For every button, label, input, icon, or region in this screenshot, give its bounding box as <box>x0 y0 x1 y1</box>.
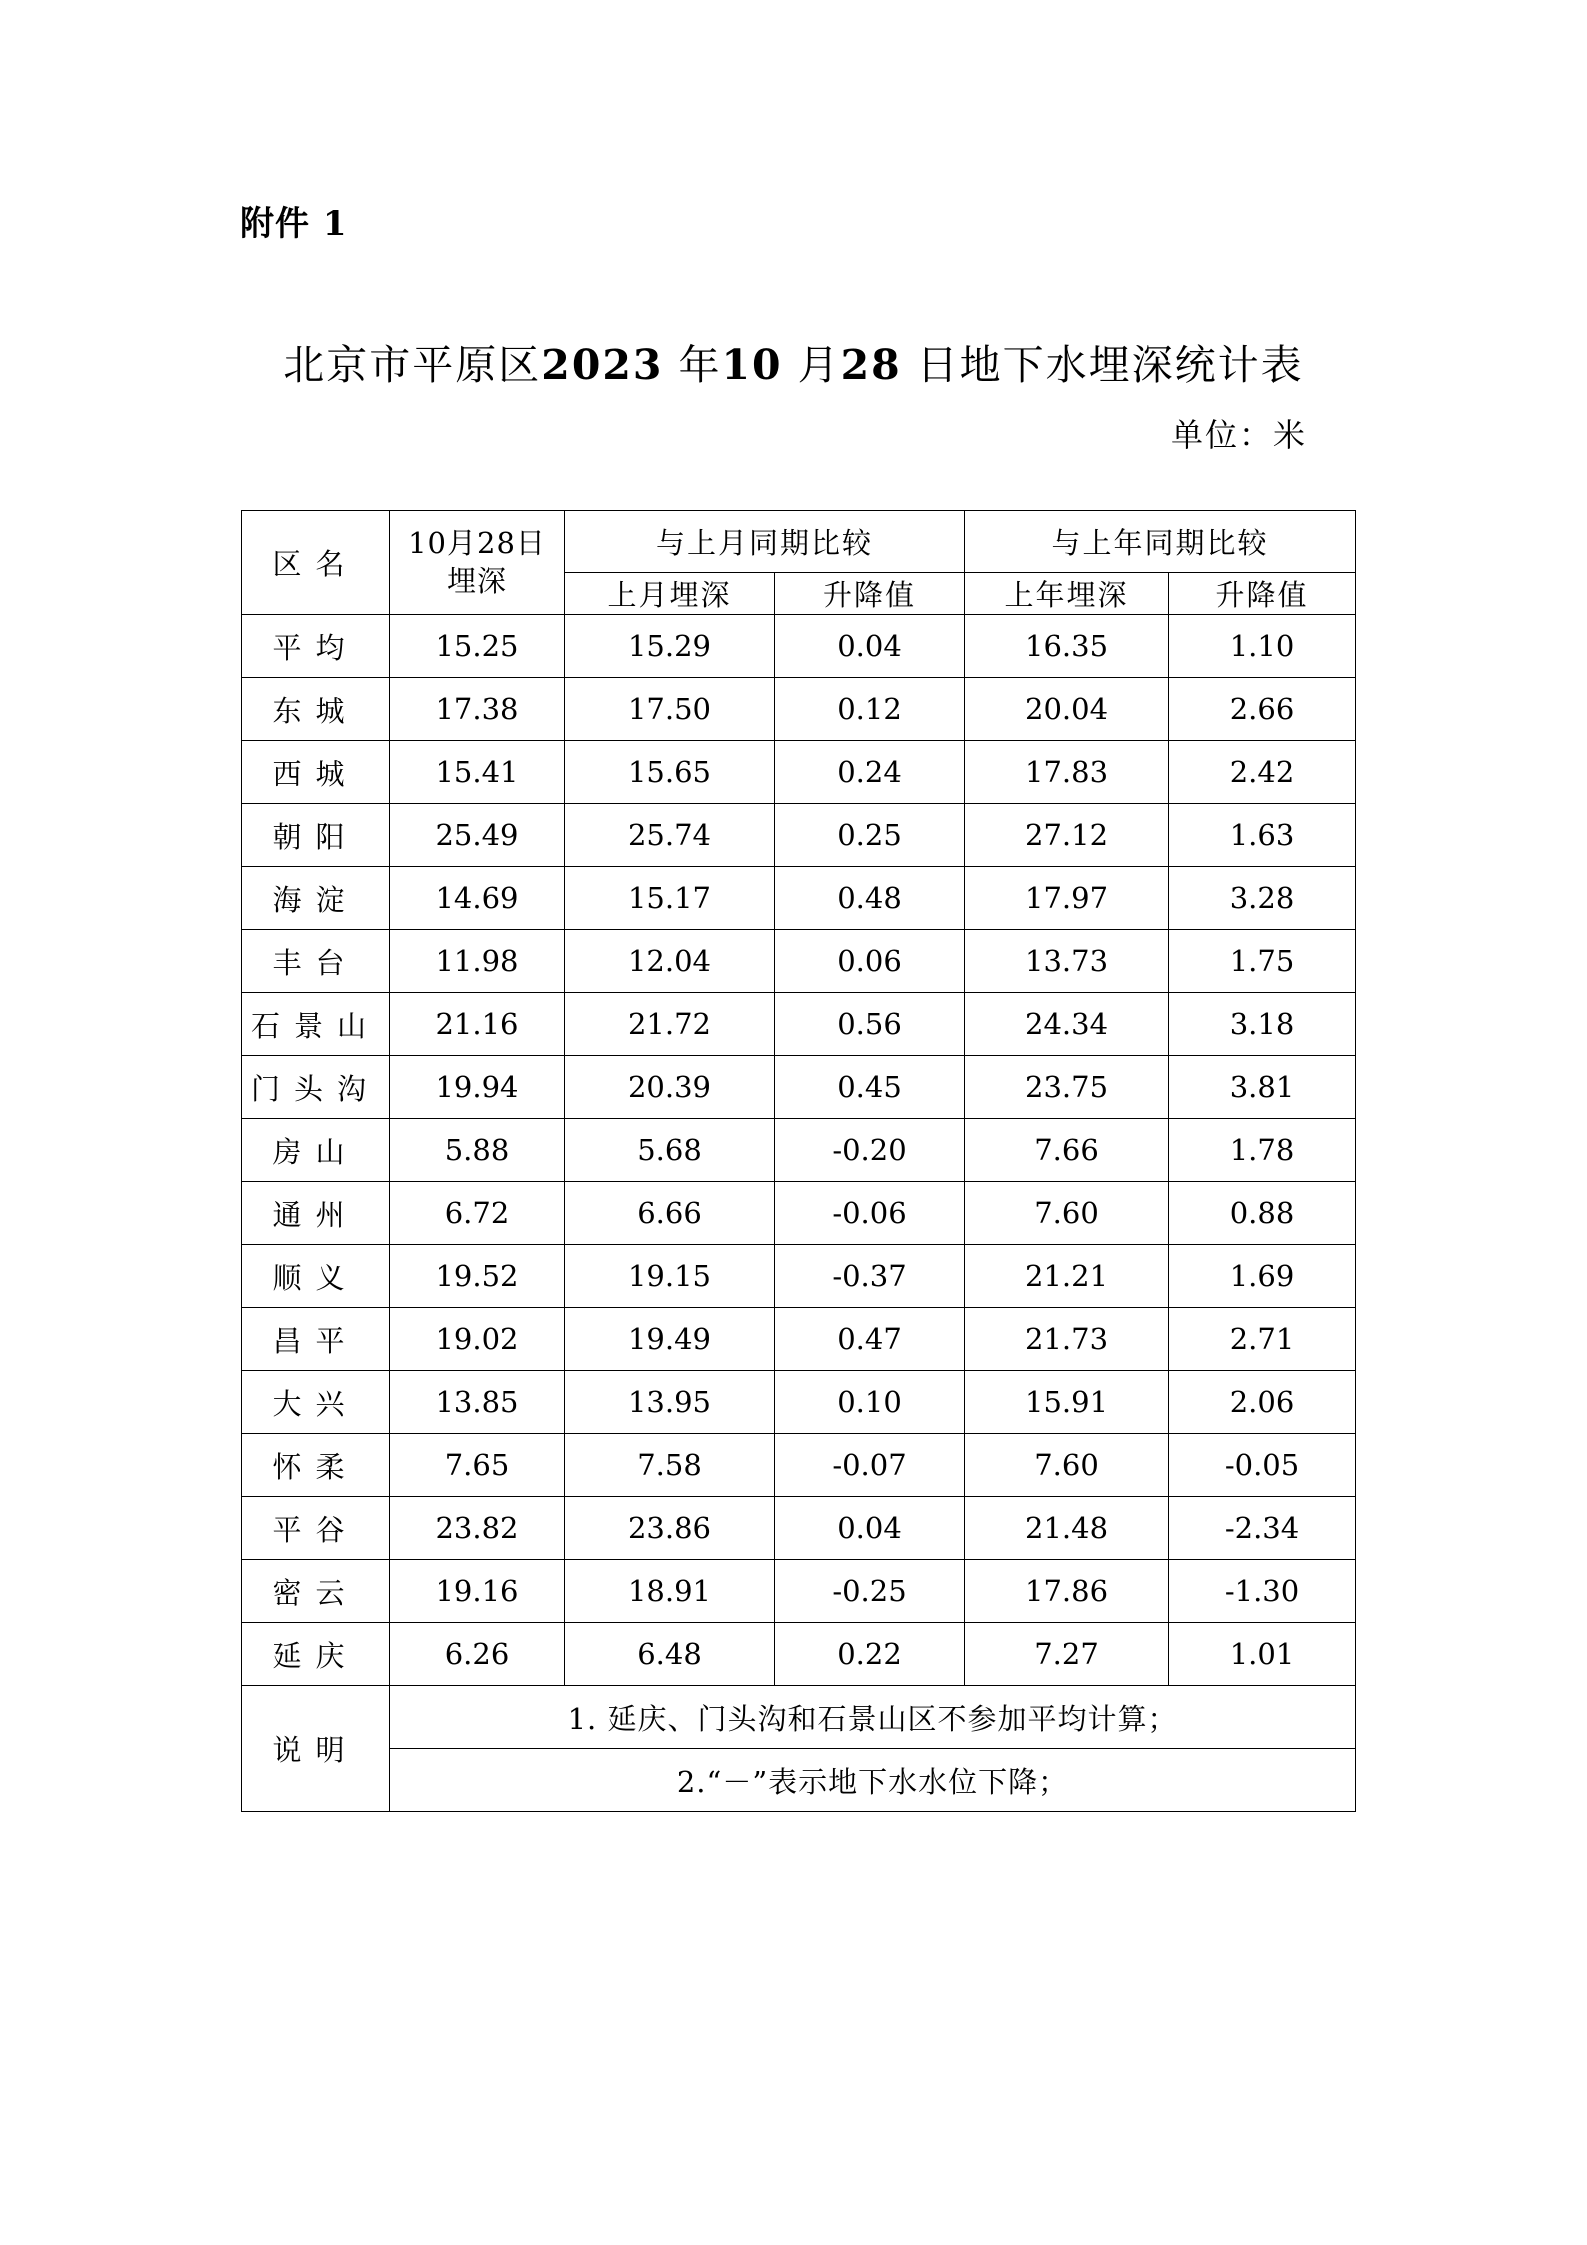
last-year-depth: 17.83 <box>965 741 1169 804</box>
header-year-group: 与上年同期比较 <box>965 511 1356 573</box>
district-name: 东城 <box>242 678 390 741</box>
month-change-value: -0.20 <box>775 1119 965 1182</box>
district-name: 平均 <box>242 615 390 678</box>
year-change-value: 1.63 <box>1169 804 1356 867</box>
month-change-value: -0.06 <box>775 1182 965 1245</box>
last-month-depth: 20.39 <box>565 1056 775 1119</box>
title-year: 2023 <box>541 341 664 389</box>
table-row <box>242 615 1356 678</box>
district-name: 房山 <box>242 1119 390 1182</box>
table-row <box>242 804 1356 867</box>
header-current-line-1: 10月28日 <box>408 525 546 560</box>
current-depth: 7.65 <box>390 1434 565 1497</box>
last-month-depth: 15.17 <box>565 867 775 930</box>
current-depth: 6.26 <box>390 1623 565 1686</box>
month-change-value: -0.25 <box>775 1560 965 1623</box>
district-name: 大兴 <box>242 1371 390 1434</box>
last-year-depth: 16.35 <box>965 615 1169 678</box>
title-month: 10 <box>721 341 783 389</box>
month-change-value: 0.45 <box>775 1056 965 1119</box>
last-year-depth: 21.48 <box>965 1497 1169 1560</box>
last-month-depth: 5.68 <box>565 1119 775 1182</box>
current-depth: 15.25 <box>390 615 565 678</box>
last-year-depth: 17.97 <box>965 867 1169 930</box>
table-row <box>242 1434 1356 1497</box>
last-year-depth: 7.66 <box>965 1119 1169 1182</box>
last-year-depth: 27.12 <box>965 804 1169 867</box>
current-depth: 14.69 <box>390 867 565 930</box>
last-month-depth: 17.50 <box>565 678 775 741</box>
district-name: 平谷 <box>242 1497 390 1560</box>
district-name: 怀柔 <box>242 1434 390 1497</box>
header-district: 区名 <box>242 511 390 615</box>
month-change-value: 0.47 <box>775 1308 965 1371</box>
note-item: 2.“－”表示地下水水位下降； <box>390 1749 1356 1812</box>
month-change-value: 0.06 <box>775 930 965 993</box>
month-change-value: 0.04 <box>775 615 965 678</box>
note-item: 1. 延庆、门头沟和石景山区不参加平均计算； <box>390 1686 1356 1749</box>
title-day: 28 <box>840 341 902 389</box>
last-month-depth: 21.72 <box>565 993 775 1056</box>
title-part-4: 日地下水埋深统计表 <box>916 341 1304 389</box>
table-row <box>242 678 1356 741</box>
header-month-group: 与上月同期比较 <box>565 511 965 573</box>
notes-row-1 <box>242 1686 1356 1749</box>
year-change-value: 2.71 <box>1169 1308 1356 1371</box>
current-depth: 19.94 <box>390 1056 565 1119</box>
district-name: 西城 <box>242 741 390 804</box>
current-depth: 25.49 <box>390 804 565 867</box>
district-name: 石景山 <box>242 993 390 1056</box>
last-year-depth: 17.86 <box>965 1560 1169 1623</box>
district-name: 门头沟 <box>242 1056 390 1119</box>
title-part-3: 月 <box>797 341 841 389</box>
table-row <box>242 1056 1356 1119</box>
header-year-change: 升降值 <box>1169 573 1356 615</box>
year-change-value: 1.69 <box>1169 1245 1356 1308</box>
table-row <box>242 867 1356 930</box>
table-row <box>242 1245 1356 1308</box>
year-change-value: -0.05 <box>1169 1434 1356 1497</box>
year-change-value: 2.06 <box>1169 1371 1356 1434</box>
month-change-value: 0.04 <box>775 1497 965 1560</box>
current-depth: 15.41 <box>390 741 565 804</box>
last-month-depth: 18.91 <box>565 1560 775 1623</box>
last-month-depth: 7.58 <box>565 1434 775 1497</box>
last-year-depth: 7.60 <box>965 1182 1169 1245</box>
table-row <box>242 741 1356 804</box>
year-change-value: 1.75 <box>1169 930 1356 993</box>
last-month-depth: 15.29 <box>565 615 775 678</box>
title-part-1: 北京市平原区 <box>283 341 542 389</box>
district-name: 密云 <box>242 1560 390 1623</box>
year-change-value: 0.88 <box>1169 1182 1356 1245</box>
year-change-value: 1.10 <box>1169 615 1356 678</box>
current-depth: 23.82 <box>390 1497 565 1560</box>
last-month-depth: 13.95 <box>565 1371 775 1434</box>
header-month-change: 升降值 <box>775 573 965 615</box>
last-year-depth: 23.75 <box>965 1056 1169 1119</box>
last-month-depth: 15.65 <box>565 741 775 804</box>
last-year-depth: 13.73 <box>965 930 1169 993</box>
month-change-value: 0.24 <box>775 741 965 804</box>
district-name: 延庆 <box>242 1623 390 1686</box>
table-row <box>242 1119 1356 1182</box>
year-change-value: 1.01 <box>1169 1623 1356 1686</box>
month-change-value: -0.07 <box>775 1434 965 1497</box>
district-name: 顺义 <box>242 1245 390 1308</box>
year-change-value: 2.66 <box>1169 678 1356 741</box>
year-change-value: 3.18 <box>1169 993 1356 1056</box>
last-month-depth: 23.86 <box>565 1497 775 1560</box>
district-name: 昌平 <box>242 1308 390 1371</box>
header-current-line-2: 埋深 <box>446 563 507 598</box>
table-row <box>242 1497 1356 1560</box>
month-change-value: -0.37 <box>775 1245 965 1308</box>
current-depth: 21.16 <box>390 993 565 1056</box>
last-month-depth: 19.15 <box>565 1245 775 1308</box>
year-change-value: 2.42 <box>1169 741 1356 804</box>
last-month-depth: 12.04 <box>565 930 775 993</box>
last-year-depth: 24.34 <box>965 993 1169 1056</box>
month-change-value: 0.10 <box>775 1371 965 1434</box>
header-last-year-depth: 上年埋深 <box>965 573 1169 615</box>
current-depth: 13.85 <box>390 1371 565 1434</box>
year-change-value: 3.81 <box>1169 1056 1356 1119</box>
data-rows <box>242 615 1356 1686</box>
groundwater-depth-table <box>241 510 1356 1812</box>
notes-row-2 <box>242 1749 1356 1812</box>
last-year-depth: 15.91 <box>965 1371 1169 1434</box>
year-change-value: -2.34 <box>1169 1497 1356 1560</box>
last-year-depth: 7.60 <box>965 1434 1169 1497</box>
table-row <box>242 1371 1356 1434</box>
header-last-month-depth: 上月埋深 <box>565 573 775 615</box>
month-change-value: 0.56 <box>775 993 965 1056</box>
table-row <box>242 1560 1356 1623</box>
year-change-value: -1.30 <box>1169 1560 1356 1623</box>
attachment-label: 附件 1 <box>240 204 348 244</box>
last-year-depth: 20.04 <box>965 678 1169 741</box>
month-change-value: 0.48 <box>775 867 965 930</box>
current-depth: 6.72 <box>390 1182 565 1245</box>
page-title <box>0 332 1587 391</box>
last-year-depth: 21.73 <box>965 1308 1169 1371</box>
unit-label: 单位：米 <box>1170 416 1307 454</box>
year-change-value: 3.28 <box>1169 867 1356 930</box>
district-name: 通州 <box>242 1182 390 1245</box>
header-current-depth <box>390 511 565 615</box>
notes-label: 说明 <box>242 1686 390 1812</box>
current-depth: 11.98 <box>390 930 565 993</box>
current-depth: 17.38 <box>390 678 565 741</box>
district-name: 海淀 <box>242 867 390 930</box>
last-month-depth: 6.48 <box>565 1623 775 1686</box>
month-change-value: 0.12 <box>775 678 965 741</box>
table-row <box>242 1182 1356 1245</box>
current-depth: 5.88 <box>390 1119 565 1182</box>
last-month-depth: 6.66 <box>565 1182 775 1245</box>
district-name: 朝阳 <box>242 804 390 867</box>
last-month-depth: 19.49 <box>565 1308 775 1371</box>
header-row-1 <box>242 511 1356 573</box>
last-month-depth: 25.74 <box>565 804 775 867</box>
table-row <box>242 1623 1356 1686</box>
month-change-value: 0.25 <box>775 804 965 867</box>
current-depth: 19.02 <box>390 1308 565 1371</box>
last-year-depth: 21.21 <box>965 1245 1169 1308</box>
district-name: 丰台 <box>242 930 390 993</box>
current-depth: 19.16 <box>390 1560 565 1623</box>
last-year-depth: 7.27 <box>965 1623 1169 1686</box>
table-row <box>242 993 1356 1056</box>
year-change-value: 1.78 <box>1169 1119 1356 1182</box>
table-row <box>242 930 1356 993</box>
current-depth: 19.52 <box>390 1245 565 1308</box>
month-change-value: 0.22 <box>775 1623 965 1686</box>
table-row <box>242 1308 1356 1371</box>
title-part-2: 年 <box>678 341 722 389</box>
